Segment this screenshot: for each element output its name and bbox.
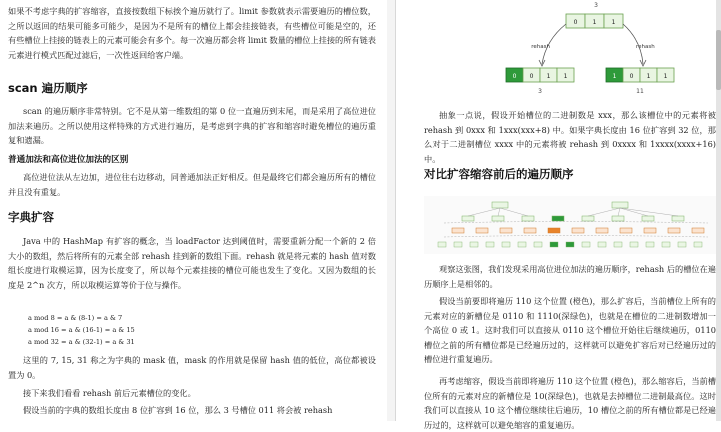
paragraph-shrink-order: 再考虑缩容，假设当前即将遍历 110 这个位置 (橙色)，那么缩容后，当前槽位所有的元素对应的新槽位是 10(深绿色)，也就是去掉槽位二进制最高位。这时我们可以直接从 10 这个槽位继续往后遍历，10 槽位之前的所有槽位都是已经遍历过的，这样就可以避免缩容的重复遍历。 (424, 376, 716, 430)
row-bottom (438, 242, 702, 247)
bit-cell: 1 (611, 19, 616, 26)
heading-dict-expand: 字典扩容 (8, 210, 54, 224)
bit-cell: 1 (546, 73, 551, 80)
traversal-compare-diagram (424, 196, 716, 254)
bit-cell: 0 (512, 73, 517, 80)
left-slot-label: 3 (538, 88, 542, 95)
heading-carry-difference: 普通加法和高位进位加法的区别 (8, 155, 129, 165)
bit-cell: 1 (663, 73, 668, 80)
bit-cell: 1 (563, 73, 568, 80)
top-slot-cells (566, 14, 623, 28)
code-block (8, 312, 376, 348)
paragraph-carry: 高位进位法从左边加，进位往右边移动，同普通加法正好相反。但是最终它们都会遍历所有的槽位并且没有重复。 (8, 172, 376, 197)
bit-cell: 0 (573, 19, 578, 26)
left-slot-cells (506, 68, 574, 82)
rehash-diagram (396, 0, 721, 100)
bit-cell: 0 (529, 73, 534, 80)
bit-cell: 0 (629, 73, 634, 80)
paragraph-scan-intro: 如果不考虑字典的扩容缩容，直接按数组下标挨个遍历就行了。limit 参数就表示需要遍历的槽位数，之所以返回的结果可能多可能少，是因为不是所有的槽位上都会挂接链表，有些槽位可能是空的，还有些槽位上挂接的链表上的元素可能会有多个。每一次遍历都会将 limit 数量的槽位上挂接的所有链表元素进行模式匹配过滤后，一次性返回给客户端。 (8, 6, 376, 60)
paragraph-observe: 观察这张图，我们发现采用高位进位加法的遍历顺序，rehash 后的槽位在遍历顺序上是相邻的。 (424, 264, 716, 289)
paragraph-scan-order: scan 的遍历顺序非常特别。它不是从第一维数组的第 0 位一直遍历到末尾，而是采用了高位进位加法来遍历。之所以使用这样特殊的方式进行遍历，是考虑到字典的扩容和缩容时避免槽位的遍历重复和遗漏。 (8, 106, 376, 146)
paragraph-mask: 这里的 7, 15, 31 称之为字典的 mask 值，mask 的作用就是保留 hash 值的低位，高位都被设置为 0。 (8, 355, 376, 380)
heading-scan-order: scan 遍历顺序 (8, 81, 88, 95)
right-page (395, 0, 721, 430)
bit-cell: 1 (612, 73, 617, 80)
rehash-left-label: rehash (531, 44, 550, 50)
right-slot-cells (606, 68, 674, 82)
top-slot-label: 3 (594, 2, 598, 9)
bit-cell: 1 (646, 73, 651, 80)
paragraph-rehash-abstract: 抽象一点说，假设开始槽位的二进制数是 xxx，那么该槽位中的元素将被 rehash 到 0xxx 和 1xxx(xxx+8) 中。如果字典长度由 16 位扩容到 32 位，那么对于二进制槽位 xxxx 中的元素将被 rehash 到 0xxxx 和 1xxxx(xxxx+16) 中。 (424, 110, 716, 164)
paragraph-next: 接下来我们看看 rehash 前后元素槽位的变化。 (23, 388, 196, 398)
rehash-right-label: rehash (636, 44, 655, 50)
code-line: a mod 32 = a & (32-1) = a & 31 (28, 338, 135, 346)
code-line: a mod 16 = a & (16-1) = a & 15 (28, 326, 135, 334)
paragraph-dict-expand: Java 中的 HashMap 有扩容的概念，当 loadFactor 达到阈值时，需要重新分配一个新的 2 倍大小的数组，然后将所有的元素全部 rehash 挂到新的数组下面。rehash 就是将元素的 hash 值对数组长度进行取模运算，因为长度变了，所以每个元素挂接的槽位可能也发生了变化。又因为数组的长度是 2^n 次方，所以取模运算等价于位与操作。 (8, 236, 376, 290)
right-slot-label: 11 (636, 88, 644, 95)
paragraph-last: 假设当前的字典的数组长度由 8 位扩容到 16 位，那么 3 号槽位 011 将会被 rehash (23, 405, 333, 415)
heading-compare-order: 对比扩容缩容前后的遍历顺序 (424, 167, 574, 181)
bit-cell: 1 (592, 19, 597, 26)
scrollbar-thumb[interactable] (716, 30, 721, 90)
page-gutter (387, 0, 395, 421)
paragraph-expand-order: 假设当前要即将遍历 110 这个位置 (橙色)，那么扩容后，当前槽位上所有的元素对应的新槽位是 0110 和 1110(深绿色)，也就是在槽位的二进制数增加一个高位 0 或 1。这时我们可以直接从 0110 这个槽位开始往后继续遍历，0110 槽位之前的所有槽位都是已经遍历过的，这样就可以避免扩容后对已经遍历过的槽位进行重复遍历。 (424, 296, 716, 365)
code-line: a mod 8 = a & (8-1) = a & 7 (28, 314, 123, 322)
